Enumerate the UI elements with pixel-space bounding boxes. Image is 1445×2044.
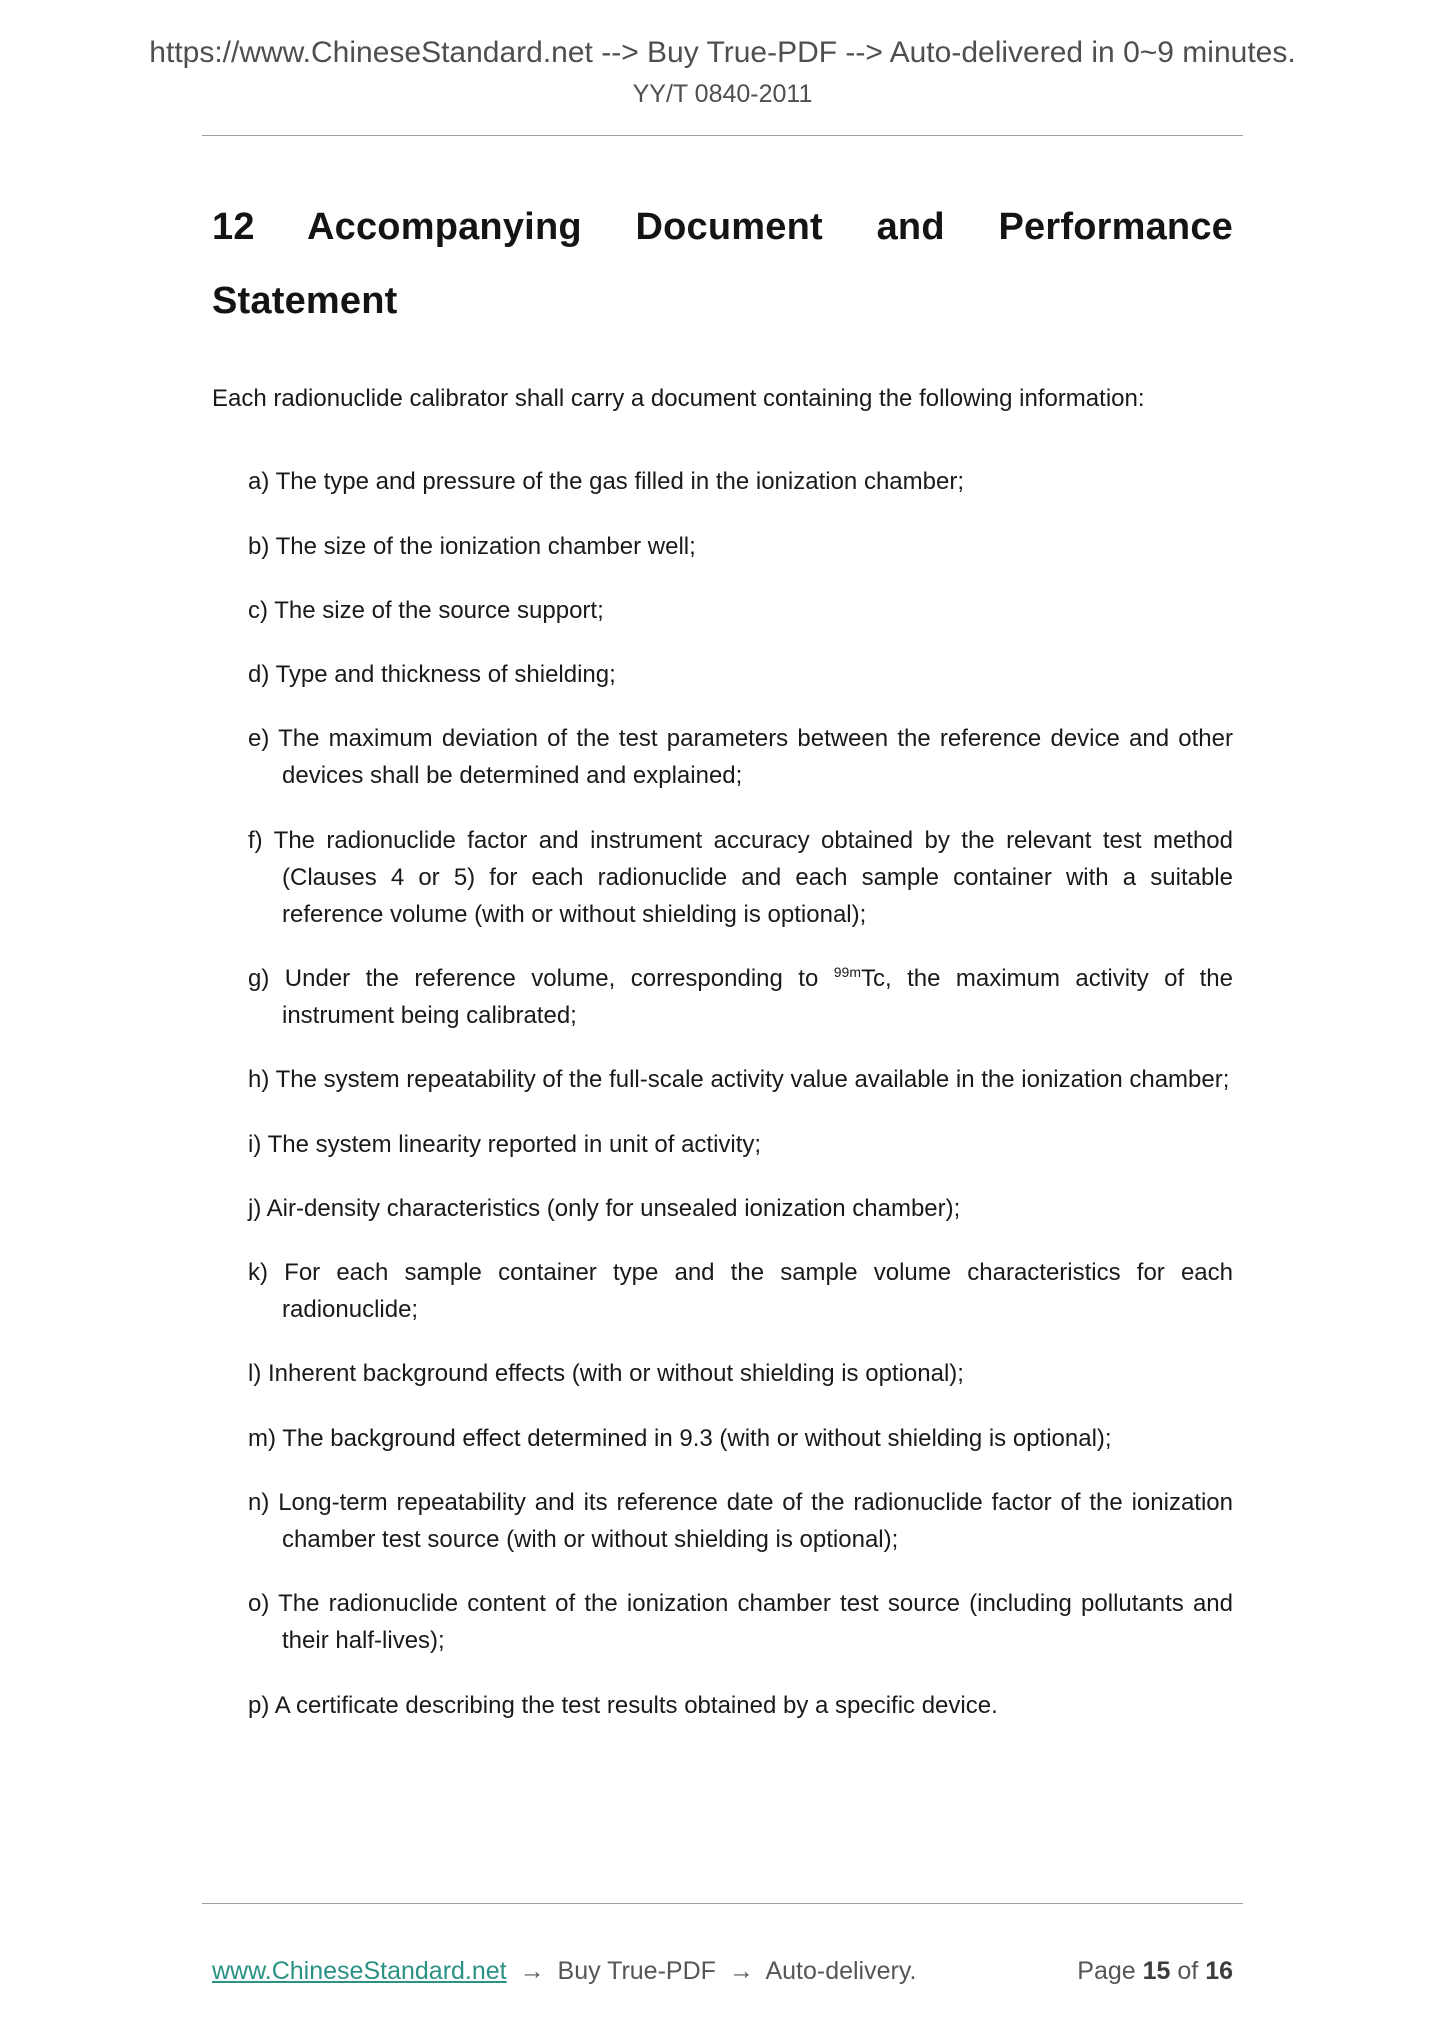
list-item-label: i) [248, 1130, 262, 1158]
list-item [212, 463, 1233, 500]
footer-left [212, 1957, 916, 1986]
section-heading [212, 190, 1233, 338]
requirements-list [212, 463, 1233, 1723]
list-item-text-before: Under the reference volume, corresponding to [284, 965, 834, 993]
list-item [212, 1484, 1233, 1558]
list-item-label: k) [248, 1259, 268, 1286]
list-item-label: l) [248, 1360, 262, 1388]
list-item [212, 1061, 1233, 1098]
list-item-text: A certificate describing the test results obtained by a specific device. [274, 1691, 998, 1719]
list-item-text-after: Tc, the maximum activity of the instrument being calibrated; [282, 965, 1234, 1030]
list-item-text: The system linearity reported in unit of activity; [267, 1130, 762, 1158]
header-doc-number: YY/T 0840-2011 [632, 80, 813, 108]
list-item-label: g) [248, 965, 270, 993]
list-item-label: p) [248, 1691, 270, 1719]
footer-delivery-text: Auto-delivery. [765, 1957, 917, 1985]
list-item [212, 656, 1233, 693]
list-item-text: Air-density characteristics (only for unsealed ionization chamber); [266, 1194, 961, 1222]
list-item [212, 720, 1233, 794]
list-item-label: o) [248, 1590, 270, 1618]
list-item-text: The system repeatability of the full-scale activity value available in the ionization chamber; [275, 1066, 1230, 1094]
list-item-text: The size of the ionization chamber well; [275, 532, 696, 560]
footer-buy-text: Buy True-PDF [557, 1957, 716, 1985]
list-item-text: Inherent background effects (with or without shielding is optional); [268, 1360, 964, 1388]
page-label: Page [1077, 1957, 1136, 1985]
list-item-text: The type and pressure of the gas filled in the ionization chamber; [275, 468, 964, 496]
isotope-mass-superscript: 99m [833, 964, 861, 981]
list-item [212, 592, 1233, 629]
page-header [0, 0, 1445, 109]
of-label: of [1177, 1957, 1199, 1985]
footer-divider [202, 1903, 1243, 1904]
header-url-line: https://www.ChineseStandard.net --> Buy True-PDF --> Auto-delivered in 0~9 minutes. [149, 36, 1296, 69]
list-item-label: m) [248, 1424, 276, 1452]
list-item-text: The maximum deviation of the test parameters between the reference device and other devices shall be determined and explained; [278, 725, 1233, 790]
list-item-text: The size of the source support; [274, 596, 604, 624]
list-item-text: The background effect determined in 9.3 (with or without shielding is optional); [282, 1424, 1112, 1452]
page-total: 16 [1205, 1957, 1233, 1985]
list-item [212, 1126, 1233, 1163]
list-item-label: h) [248, 1066, 270, 1094]
list-item-label: j) [248, 1194, 262, 1222]
list-item [212, 1420, 1233, 1457]
list-item [212, 1687, 1233, 1724]
list-item-label: e) [248, 725, 270, 753]
list-item-text: Type and thickness of shielding; [275, 660, 616, 688]
document-content [212, 190, 1233, 1724]
list-item [212, 1190, 1233, 1227]
list-item [212, 822, 1233, 934]
page-indicator [1077, 1957, 1233, 1986]
section-heading-line2: Statement [212, 280, 398, 323]
header-divider [202, 135, 1243, 136]
list-item [212, 960, 1233, 1034]
list-item-label: a) [248, 468, 270, 496]
list-item-text: Long-term repeatability and its reference date of the radionuclide factor of the ionization chamber test source (with or without shielding is optional); [278, 1488, 1233, 1553]
list-item [212, 1254, 1233, 1328]
list-item-label: d) [248, 660, 270, 688]
list-item [212, 1585, 1233, 1659]
list-item-label: f) [248, 826, 263, 854]
page-current: 15 [1142, 1957, 1171, 1985]
right-arrow-icon: → [728, 1957, 754, 1985]
list-item-text: The radionuclide content of the ionization chamber test source (including pollutants and their half-lives); [278, 1590, 1233, 1655]
right-arrow-icon: → [519, 1957, 545, 1985]
section-heading-line1: 12 Accompanying Document and Performance [212, 206, 1233, 248]
list-item-text: For each sample container type and the sample volume characteristics for each radionuclide; [282, 1259, 1234, 1324]
list-item [212, 528, 1233, 565]
list-item-label: n) [248, 1488, 270, 1516]
intro-paragraph: Each radionuclide calibrator shall carry a document containing the following information: [212, 385, 1145, 413]
list-item [212, 1355, 1233, 1392]
list-item-text: The radionuclide factor and instrument accuracy obtained by the relevant test method (Clauses 4 or 5) for each radionuclide and each sample container with a suitable reference volume (with or without shielding is optional); [273, 826, 1234, 928]
footer-site-link[interactable]: www.ChineseStandard.net [212, 1957, 507, 1985]
list-item-text [282, 965, 1233, 1029]
page-footer [212, 1957, 1233, 1986]
list-item-label: b) [248, 532, 270, 560]
list-item-label: c) [248, 596, 268, 624]
